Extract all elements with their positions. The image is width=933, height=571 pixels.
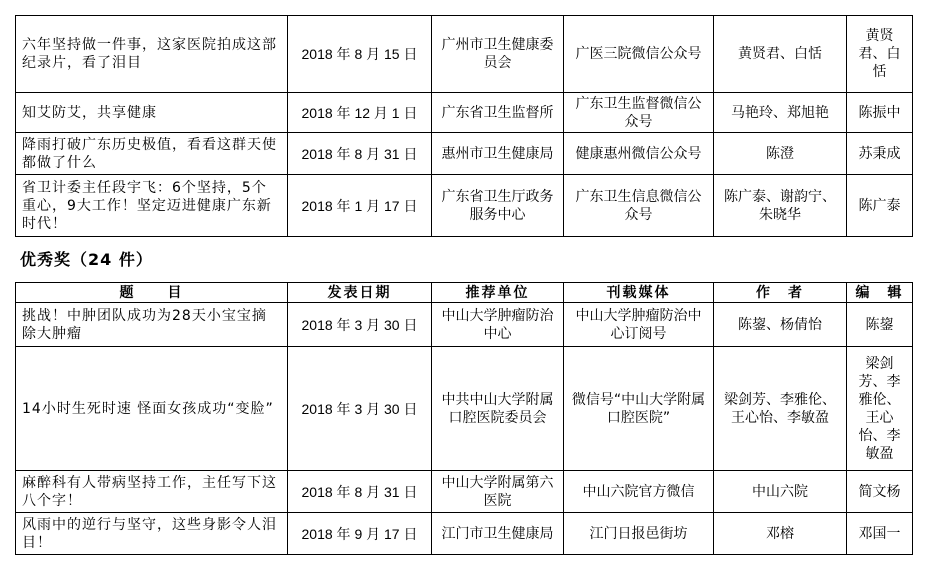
- editor-cell: 简文杨: [847, 471, 913, 513]
- table-header-row: [16, 283, 913, 303]
- author-cell: 中山六院: [714, 471, 847, 513]
- unit-cell: 广州市卫生健康委员会: [432, 16, 564, 93]
- award-table-excellence: [15, 282, 913, 555]
- media-cell: 广东卫生监督微信公众号: [564, 93, 714, 133]
- editor-cell: 梁剑芳、李雅伦、王心怡、李敏盈: [847, 347, 913, 471]
- unit-cell: 中共中山大学附属口腔医院委员会: [432, 347, 564, 471]
- author-cell: 陈鋆、杨倩怡: [714, 303, 847, 347]
- unit-cell: 中山大学附属第六医院: [432, 471, 564, 513]
- editor-cell: 黄贤君、白恬: [847, 16, 913, 93]
- date-cell: 2018 年 3 月 30 日: [288, 303, 432, 347]
- editor-cell: 邓国一: [847, 513, 913, 555]
- title-cell: 麻醉科有人带病坚持工作，主任写下这八个字！: [16, 471, 288, 513]
- award-table-top: [15, 15, 913, 237]
- title-cell: 14小时生死时速 怪面女孩成功“变脸”: [16, 347, 288, 471]
- date-cell: 2018 年 1 月 17 日: [288, 175, 432, 237]
- title-cell: 知艾防艾，共享健康: [16, 93, 288, 133]
- media-cell: 广医三院微信公众号: [564, 16, 714, 93]
- editor-cell: 陈振中: [847, 93, 913, 133]
- table-row: [16, 513, 913, 555]
- date-cell: 2018 年 3 月 30 日: [288, 347, 432, 471]
- header-unit: 推荐单位: [432, 283, 564, 303]
- unit-cell: 广东省卫生厅政务服务中心: [432, 175, 564, 237]
- header-date: 发表日期: [288, 283, 432, 303]
- title-cell: 省卫计委主任段宇飞：6个坚持，5个重心，9大工作！坚定迈进健康广东新时代！: [16, 175, 288, 237]
- date-cell: 2018 年 8 月 15 日: [288, 16, 432, 93]
- author-cell: 黄贤君、白恬: [714, 16, 847, 93]
- header-media: 刊载媒体: [564, 283, 714, 303]
- editor-cell: 陈广泰: [847, 175, 913, 237]
- table-row: [16, 16, 913, 93]
- header-editor: 编 辑: [847, 283, 913, 303]
- media-cell: 健康惠州微信公众号: [564, 133, 714, 175]
- media-cell: 广东卫生信息微信公众号: [564, 175, 714, 237]
- title-cell: 六年坚持做一件事，这家医院拍成这部纪录片，看了泪目: [16, 16, 288, 93]
- table-row: [16, 471, 913, 513]
- table-row: [16, 93, 913, 133]
- unit-cell: 江门市卫生健康局: [432, 513, 564, 555]
- author-cell: 马艳玲、郑旭艳: [714, 93, 847, 133]
- author-cell: 梁剑芳、李雅伦、王心怡、李敏盈: [714, 347, 847, 471]
- date-cell: 2018 年 8 月 31 日: [288, 133, 432, 175]
- editor-cell: 陈鋆: [847, 303, 913, 347]
- title-cell: 降雨打破广东历史极值，看看这群天使都做了什么: [16, 133, 288, 175]
- author-cell: 陈广泰、谢韵宁、朱晓华: [714, 175, 847, 237]
- media-cell: 江门日报邑街坊: [564, 513, 714, 555]
- media-cell: 中山大学肿瘤防治中心订阅号: [564, 303, 714, 347]
- date-cell: 2018 年 8 月 31 日: [288, 471, 432, 513]
- table-row: [16, 347, 913, 471]
- header-title: 题 目: [16, 283, 288, 303]
- header-author: 作 者: [714, 283, 847, 303]
- table-row: [16, 175, 913, 237]
- media-cell: 微信号“中山大学附属口腔医院”: [564, 347, 714, 471]
- table-row: [16, 133, 913, 175]
- table-row: [16, 303, 913, 347]
- date-cell: 2018 年 9 月 17 日: [288, 513, 432, 555]
- author-cell: 邓榕: [714, 513, 847, 555]
- author-cell: 陈澄: [714, 133, 847, 175]
- unit-cell: 中山大学肿瘤防治中心: [432, 303, 564, 347]
- section-title: 优秀奖（24 件）: [20, 250, 153, 269]
- title-cell: 挑战！中肿团队成功为28天小宝宝摘除大肿瘤: [16, 303, 288, 347]
- unit-cell: 广东省卫生监督所: [432, 93, 564, 133]
- title-cell: 风雨中的逆行与坚守，这些身影令人泪目！: [16, 513, 288, 555]
- date-cell: 2018 年 12 月 1 日: [288, 93, 432, 133]
- media-cell: 中山六院官方微信: [564, 471, 714, 513]
- unit-cell: 惠州市卫生健康局: [432, 133, 564, 175]
- editor-cell: 苏秉成: [847, 133, 913, 175]
